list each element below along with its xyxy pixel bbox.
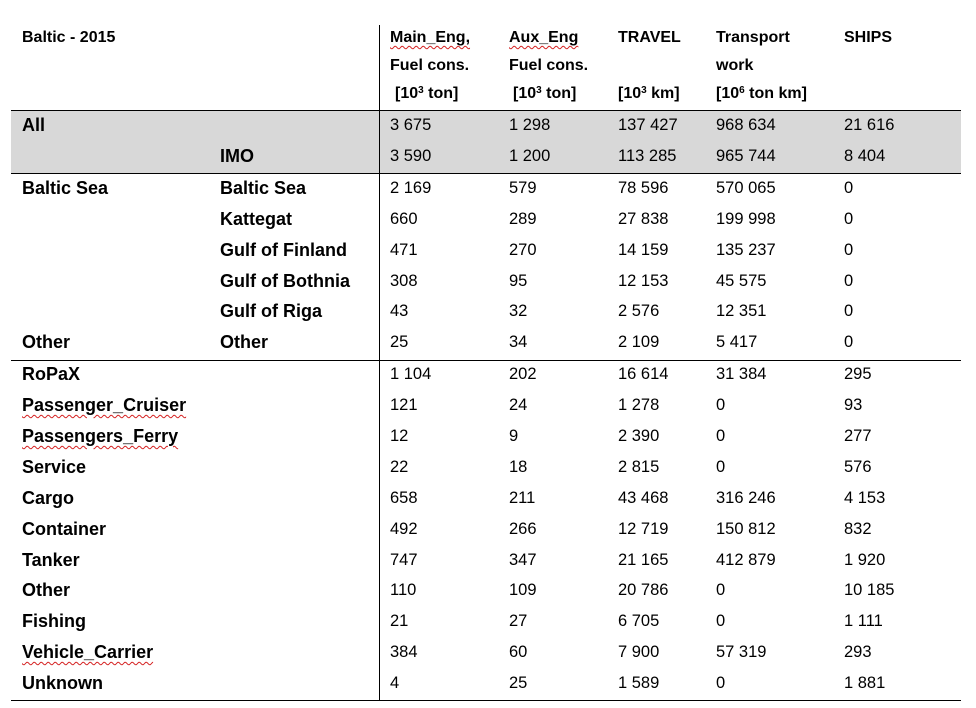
row-sublabel: Baltic Sea: [220, 178, 307, 198]
row-label: Baltic Sea: [22, 178, 109, 198]
aux-eng-value: 579: [509, 179, 537, 197]
row-label: All: [22, 115, 46, 135]
main-eng-value: 21: [390, 612, 409, 630]
transport-work-value: 12 351: [716, 302, 767, 320]
main-eng-value: 492: [390, 520, 418, 538]
ships-value: 1 920: [844, 551, 886, 569]
ships-value: 0: [844, 272, 854, 290]
travel-value: 2 815: [618, 458, 660, 476]
travel-value: 1 278: [618, 396, 660, 414]
ships-value: 0: [844, 302, 854, 320]
main-eng-value: 658: [390, 489, 418, 507]
header-main-eng: Main_Eng,: [390, 29, 471, 46]
row-sublabel: Gulf of Finland: [220, 240, 347, 260]
ships-value: 4 153: [844, 489, 886, 507]
ships-value: 10 185: [844, 581, 895, 599]
ships-value: 295: [844, 365, 872, 383]
travel-value: 12 719: [618, 520, 669, 538]
row-label: Other: [22, 332, 71, 352]
row-label: Fishing: [22, 611, 86, 631]
travel-value: 1 589: [618, 674, 660, 692]
row-sublabel: IMO: [220, 146, 254, 166]
row-label: Vehicle_Carrier: [22, 642, 154, 662]
header-aux-eng: Aux_Eng: [509, 29, 579, 46]
row-label: Tanker: [22, 550, 80, 570]
header-divider: [11, 110, 961, 111]
ships-value: 0: [844, 241, 854, 259]
aux-eng-value: 347: [509, 551, 537, 569]
ships-value: 21 616: [844, 116, 895, 134]
row-sublabel: Other: [220, 332, 269, 352]
row-label: Container: [22, 519, 107, 539]
main-eng-value: 43: [390, 302, 409, 320]
travel-value: 2 390: [618, 427, 660, 445]
aux-eng-value: 109: [509, 581, 537, 599]
row-label: Passengers_Ferry: [22, 426, 179, 446]
main-eng-value: 12: [390, 427, 409, 445]
travel-value: 43 468: [618, 489, 669, 507]
ships-value: 93: [844, 396, 863, 414]
row-label: Cargo: [22, 488, 75, 508]
ships-value: 8 404: [844, 147, 886, 165]
total-divider: [11, 173, 961, 174]
aux-eng-value: 18: [509, 458, 528, 476]
travel-value: 137 427: [618, 116, 678, 134]
travel-value: 2 576: [618, 302, 660, 320]
row-label: Passenger_Cruiser: [22, 395, 187, 415]
transport-work-value: 5 417: [716, 333, 758, 351]
row-sublabel: Gulf of Riga: [220, 301, 322, 321]
main-eng-value: 2 169: [390, 179, 432, 197]
main-eng-value: 22: [390, 458, 409, 476]
transport-work-value: 968 634: [716, 116, 776, 134]
shaded-total-band: [11, 111, 961, 173]
aux-eng-value: 211: [509, 489, 536, 507]
header-travel-unit: [$10^3$ km]: [618, 85, 680, 102]
transport-work-value: 0: [716, 674, 726, 692]
main-eng-value: 4: [390, 674, 400, 692]
row-sublabel: Kattegat: [220, 209, 293, 229]
travel-value: 16 614: [618, 365, 669, 383]
travel-value: 78 596: [618, 179, 669, 197]
bottom-border: [11, 700, 961, 701]
aux-eng-value: 1 200: [509, 147, 551, 165]
aux-eng-value: 95: [509, 272, 528, 290]
travel-value: 27 838: [618, 210, 669, 228]
transport-work-value: 31 384: [716, 365, 767, 383]
transport-work-value: 965 744: [716, 147, 776, 165]
aux-eng-value: 270: [509, 241, 537, 259]
label-column-divider: [379, 25, 380, 700]
row-sublabel: Gulf of Bothnia: [220, 271, 350, 291]
ships-value: 293: [844, 643, 872, 661]
travel-value: 14 159: [618, 241, 669, 259]
header-transport-unit: [$10^6$ ton km]: [716, 85, 807, 102]
aux-eng-value: 25: [509, 674, 528, 692]
transport-work-value: 45 575: [716, 272, 767, 290]
main-eng-value: 384: [390, 643, 418, 661]
ships-value: 277: [844, 427, 872, 445]
transport-work-value: 199 998: [716, 210, 776, 228]
transport-work-value: 0: [716, 612, 726, 630]
row-label: Other: [22, 580, 71, 600]
transport-work-value: 0: [716, 396, 726, 414]
aux-eng-value: 1 298: [509, 116, 551, 134]
transport-work-value: 150 812: [716, 520, 776, 538]
ships-value: 0: [844, 333, 854, 351]
header-main-fuel: Fuel cons.: [390, 57, 470, 74]
transport-work-value: 316 246: [716, 489, 776, 507]
main-eng-value: 25: [390, 333, 409, 351]
main-eng-value: 3 675: [390, 116, 432, 134]
header-ships: SHIPS: [844, 29, 893, 46]
transport-work-value: 0: [716, 581, 726, 599]
main-eng-value: 3 590: [390, 147, 432, 165]
transport-work-value: 570 065: [716, 179, 776, 197]
aux-eng-value: 202: [509, 365, 537, 383]
main-eng-value: 308: [390, 272, 418, 290]
row-label: Service: [22, 457, 87, 477]
header-aux-unit: [$10^3$ ton]: [513, 85, 577, 102]
ships-value: 1 881: [844, 674, 886, 692]
main-eng-value: 747: [390, 551, 418, 569]
transport-work-value: 135 237: [716, 241, 776, 259]
aux-eng-value: 24: [509, 396, 528, 414]
ships-value: 0: [844, 210, 854, 228]
ships-value: 1 111: [844, 612, 883, 630]
header-main-unit: [$10^3$ ton]: [395, 85, 459, 102]
table-title: Baltic - 2015: [22, 29, 116, 46]
aux-eng-value: 32: [509, 302, 528, 320]
main-eng-value: 471: [390, 241, 418, 259]
travel-value: 7 900: [618, 643, 660, 661]
header-transport: Transport: [716, 29, 790, 46]
travel-value: 6 705: [618, 612, 660, 630]
transport-work-value: 412 879: [716, 551, 776, 569]
travel-value: 21 165: [618, 551, 669, 569]
transport-work-value: 0: [716, 458, 726, 476]
header-travel: TRAVEL: [618, 29, 681, 46]
aux-eng-value: 34: [509, 333, 528, 351]
main-eng-value: 121: [390, 396, 418, 414]
aux-eng-value: 9: [509, 427, 519, 445]
aux-eng-value: 60: [509, 643, 528, 661]
main-eng-value: 660: [390, 210, 418, 228]
transport-work-value: 57 319: [716, 643, 767, 661]
region-divider: [11, 360, 961, 361]
travel-value: 20 786: [618, 581, 669, 599]
row-label: Unknown: [22, 673, 103, 693]
ships-value: 0: [844, 179, 854, 197]
main-eng-value: 110: [390, 581, 417, 599]
ships-value: 576: [844, 458, 872, 476]
travel-value: 2 109: [618, 333, 660, 351]
aux-eng-value: 27: [509, 612, 528, 630]
travel-value: 113 285: [618, 147, 677, 165]
header-transport-work: work: [716, 57, 754, 74]
header-aux-fuel: Fuel cons.: [509, 57, 589, 74]
main-eng-value: 1 104: [390, 365, 432, 383]
ships-value: 832: [844, 520, 872, 538]
travel-value: 12 153: [618, 272, 669, 290]
transport-work-value: 0: [716, 427, 726, 445]
row-label: RoPaX: [22, 364, 81, 384]
aux-eng-value: 289: [509, 210, 537, 228]
aux-eng-value: 266: [509, 520, 537, 538]
